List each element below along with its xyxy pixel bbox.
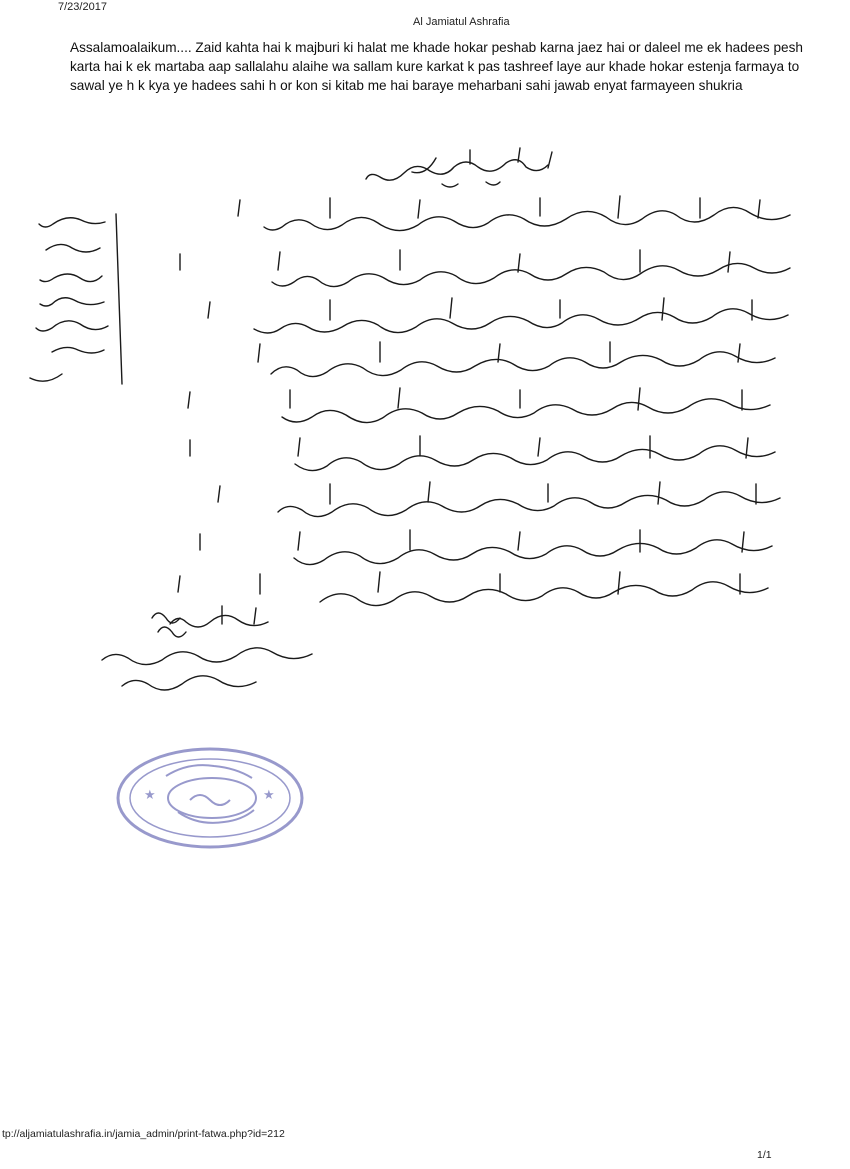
svg-text:★: ★ [144,788,156,803]
answer-line-8 [200,530,772,565]
dar-ul-ifta-stamp [118,749,302,847]
answer-line-4 [258,342,775,377]
bismillah-handwriting [366,148,552,187]
answer-line-7 [218,482,780,517]
page-header-title: Al Jamiatul Ashrafia [413,16,510,28]
print-date: 7/23/2017 [58,1,107,13]
answer-line-9 [178,572,768,606]
signature-handwriting [102,606,312,690]
answer-line-2 [180,250,790,287]
answer-line-1 [238,196,790,231]
answer-line-3 [208,298,788,333]
margin-note-handwriting [30,214,122,384]
question-text: Assalamoalaikum.... Zaid kahta hai k majburi ki halat me khade hokar peshab karna jaez hai or daleel me ek hadees pesh karta hai k ek martaba aap sallalahu alaihe wa sallam kure karkat k pas tashreef laye aur khade hokar estenja farmaya to sawal ye h k kya ye hadees sahi h or kon si kitab me hai baraye meharbani sahi jawab enyat farmayeen shukria [70,40,803,93]
page-number: 1/1 [757,1149,772,1161]
answer-line-5 [188,388,770,423]
svg-text:★: ★ [263,788,275,803]
footer-url: tp://aljamiatulashrafia.in/jamia_admin/print-fatwa.php?id=212 [2,1128,285,1140]
answer-line-6 [190,436,775,471]
